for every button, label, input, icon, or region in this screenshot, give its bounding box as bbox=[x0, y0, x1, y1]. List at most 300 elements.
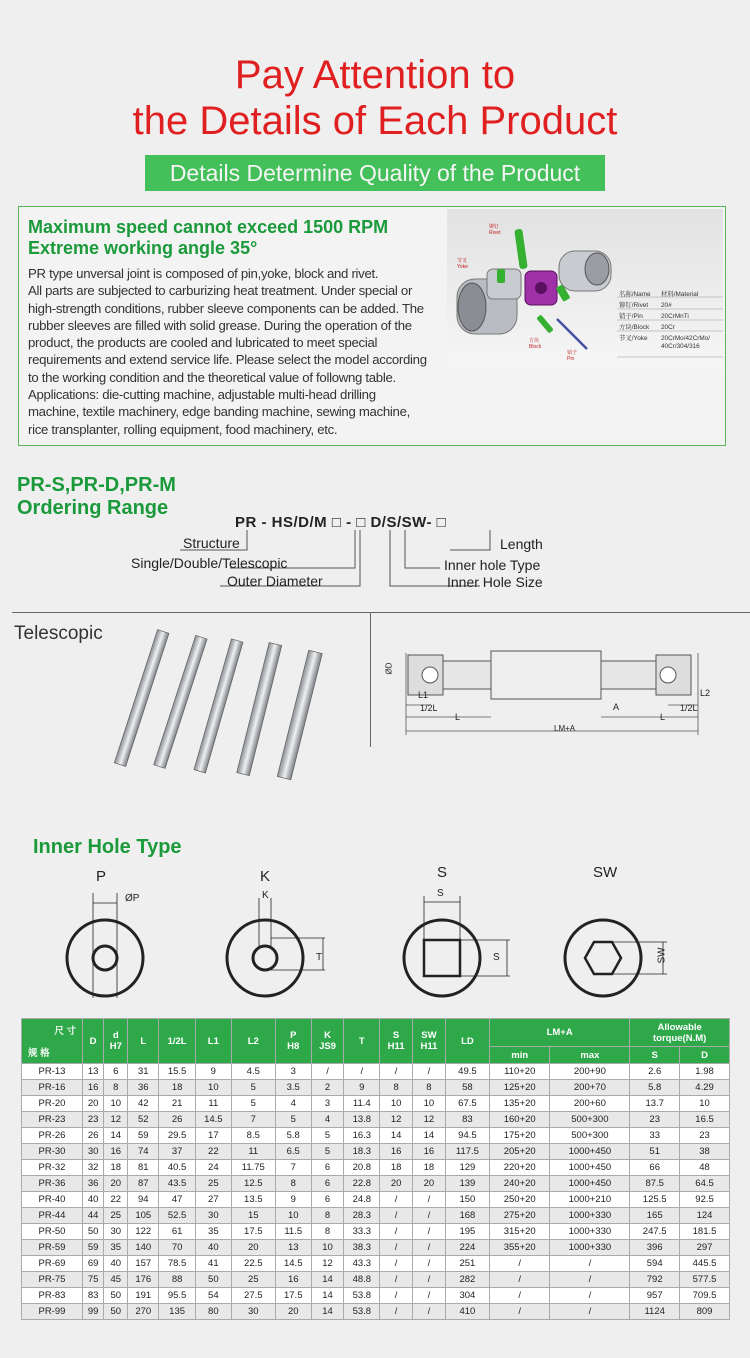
table-cell: 20 bbox=[231, 1240, 275, 1256]
table-cell: 14 bbox=[104, 1128, 128, 1144]
table-cell: 20.8 bbox=[344, 1160, 380, 1176]
table-cell: 20 bbox=[83, 1096, 104, 1112]
table-cell: 58 bbox=[445, 1080, 489, 1096]
table-cell: 12 bbox=[413, 1112, 446, 1128]
table-cell: 16 bbox=[413, 1144, 446, 1160]
col-T: T bbox=[344, 1019, 380, 1064]
table-cell: 50 bbox=[104, 1288, 128, 1304]
table-row bbox=[22, 1272, 730, 1288]
table-cell: 30 bbox=[104, 1224, 128, 1240]
table-cell: 10 bbox=[311, 1240, 344, 1256]
table-cell: 4.29 bbox=[680, 1080, 730, 1096]
table-cell: 12 bbox=[380, 1112, 413, 1128]
table-cell: 50 bbox=[195, 1272, 231, 1288]
table-row bbox=[22, 1176, 730, 1192]
table-cell: 165 bbox=[630, 1208, 680, 1224]
table-cell: 12 bbox=[311, 1256, 344, 1272]
table-cell: 105 bbox=[128, 1208, 159, 1224]
table-cell: 38.3 bbox=[344, 1240, 380, 1256]
table-cell: / bbox=[380, 1272, 413, 1288]
table-row bbox=[22, 1128, 730, 1144]
col-torque: Allowable torque(N.M) bbox=[630, 1019, 730, 1047]
table-cell: 10 bbox=[275, 1208, 311, 1224]
table-cell: 32 bbox=[83, 1160, 104, 1176]
table-cell: 410 bbox=[445, 1304, 489, 1320]
table-cell: 125+20 bbox=[490, 1080, 550, 1096]
label-block: 方块 Block bbox=[529, 338, 542, 350]
table-cell: 20 bbox=[413, 1176, 446, 1192]
table-cell: / bbox=[413, 1208, 446, 1224]
table-row bbox=[22, 1240, 730, 1256]
col-S: S H11 bbox=[380, 1019, 413, 1064]
table-cell: 8 bbox=[311, 1224, 344, 1240]
table-cell: / bbox=[413, 1240, 446, 1256]
table-row bbox=[22, 1304, 730, 1320]
table-cell: 92.5 bbox=[680, 1192, 730, 1208]
table-cell: 140 bbox=[128, 1240, 159, 1256]
intro-line: high-strength conditions, rubber sleeve components can be added. The bbox=[28, 300, 424, 316]
material-header bbox=[619, 289, 723, 300]
table-row bbox=[22, 1064, 730, 1080]
table-cell: 16.3 bbox=[344, 1128, 380, 1144]
table-cell: / bbox=[344, 1064, 380, 1080]
table-cell: / bbox=[490, 1272, 550, 1288]
hole-type-SW-label: SW bbox=[593, 864, 618, 881]
dim-LM-A: LM+A bbox=[554, 724, 576, 733]
table-cell: 205+20 bbox=[490, 1144, 550, 1160]
col-D: D bbox=[83, 1019, 104, 1064]
table-cell: 53.8 bbox=[344, 1288, 380, 1304]
table-cell: 83 bbox=[445, 1112, 489, 1128]
intro-panel bbox=[18, 206, 726, 446]
table-cell: / bbox=[380, 1192, 413, 1208]
table-cell: 282 bbox=[445, 1272, 489, 1288]
table-cell: 355+20 bbox=[490, 1240, 550, 1256]
table-cell: 9 bbox=[275, 1192, 311, 1208]
table-cell: / bbox=[413, 1288, 446, 1304]
table-cell: 44 bbox=[83, 1208, 104, 1224]
dim-L-left: L bbox=[455, 712, 461, 722]
table-cell: 4 bbox=[275, 1096, 311, 1112]
table-header-row bbox=[22, 1019, 730, 1047]
table-cell: 157 bbox=[128, 1256, 159, 1272]
table-cell: 6 bbox=[311, 1192, 344, 1208]
hole-dim-K: K bbox=[262, 890, 269, 901]
table-cell: / bbox=[311, 1064, 344, 1080]
dim-L-right: L bbox=[660, 712, 666, 722]
table-cell: 78.5 bbox=[159, 1256, 196, 1272]
material-h-material: 材料/Material bbox=[661, 291, 699, 298]
table-cell: 1000+450 bbox=[550, 1144, 630, 1160]
model-cell: PR-20 bbox=[22, 1096, 83, 1112]
table-cell: 12.5 bbox=[231, 1176, 275, 1192]
table-cell: 43.5 bbox=[159, 1176, 196, 1192]
table-cell: 11 bbox=[195, 1096, 231, 1112]
table-cell: 52 bbox=[128, 1112, 159, 1128]
table-cell: 5 bbox=[311, 1128, 344, 1144]
material-cell: 节叉/Yoke bbox=[619, 335, 648, 342]
table-cell: 6 bbox=[311, 1176, 344, 1192]
col-half-L: 1/2L bbox=[159, 1019, 196, 1064]
ordering-heading-models: PR-S,PR-D,PR-M bbox=[17, 474, 176, 496]
table-cell: 176 bbox=[128, 1272, 159, 1288]
table-cell: 117.5 bbox=[445, 1144, 489, 1160]
subtitle-banner: Details Determine Quality of the Product bbox=[145, 155, 605, 191]
table-cell: 13 bbox=[275, 1240, 311, 1256]
table-cell: 16 bbox=[275, 1272, 311, 1288]
table-cell: 220+20 bbox=[490, 1160, 550, 1176]
table-cell: 792 bbox=[630, 1272, 680, 1288]
table-cell: 81 bbox=[128, 1160, 159, 1176]
table-cell: 14 bbox=[380, 1128, 413, 1144]
col-LD: LD bbox=[445, 1019, 489, 1064]
table-cell: 297 bbox=[680, 1240, 730, 1256]
table-cell: 22.5 bbox=[231, 1256, 275, 1272]
page-title-line1: Pay Attention to bbox=[234, 53, 516, 97]
table-cell: / bbox=[413, 1256, 446, 1272]
col-L2: L2 bbox=[231, 1019, 275, 1064]
table-cell: 49.5 bbox=[445, 1064, 489, 1080]
table-cell: 4 bbox=[311, 1112, 344, 1128]
inner-hole-heading: Inner Hole Type bbox=[33, 836, 182, 858]
table-cell: 54 bbox=[195, 1288, 231, 1304]
table-cell: 11 bbox=[231, 1144, 275, 1160]
table-cell: 94 bbox=[128, 1192, 159, 1208]
table-cell: / bbox=[413, 1192, 446, 1208]
table-cell: 18 bbox=[380, 1160, 413, 1176]
material-cell: 方块/Block bbox=[619, 324, 650, 331]
table-cell: 22 bbox=[195, 1144, 231, 1160]
table-cell: 27.5 bbox=[231, 1288, 275, 1304]
table-cell: 59 bbox=[83, 1240, 104, 1256]
table-cell: 13.7 bbox=[630, 1096, 680, 1112]
telescopic-label: Telescopic bbox=[14, 623, 103, 644]
table-cell: 30 bbox=[83, 1144, 104, 1160]
table-cell: 224 bbox=[445, 1240, 489, 1256]
ordering-code: PR - HS/D/M □ - □ D/S/SW- □ bbox=[235, 514, 447, 531]
label-inner-hole-size: Inner Hole Size bbox=[447, 574, 543, 590]
model-cell: PR-44 bbox=[22, 1208, 83, 1224]
table-cell: 10 bbox=[380, 1096, 413, 1112]
material-cell: 销子/Pin bbox=[619, 313, 643, 320]
table-cell: 6 bbox=[104, 1064, 128, 1080]
table-cell: 18 bbox=[159, 1080, 196, 1096]
table-cell: 87.5 bbox=[630, 1176, 680, 1192]
table-cell: 30 bbox=[231, 1304, 275, 1320]
table-cell: 59 bbox=[128, 1128, 159, 1144]
table-cell: 16.5 bbox=[680, 1112, 730, 1128]
model-cell: PR-13 bbox=[22, 1064, 83, 1080]
col-SW: SW H11 bbox=[413, 1019, 446, 1064]
table-cell: 1000+330 bbox=[550, 1208, 630, 1224]
material-cell: 20# bbox=[661, 302, 672, 309]
table-cell: 38 bbox=[680, 1144, 730, 1160]
corner-bottom: 规 格 bbox=[28, 1048, 50, 1059]
table-cell: 17 bbox=[195, 1128, 231, 1144]
table-cell: 25 bbox=[104, 1208, 128, 1224]
table-cell: 5 bbox=[275, 1112, 311, 1128]
table-cell: 48 bbox=[680, 1160, 730, 1176]
table-cell: 14 bbox=[311, 1288, 344, 1304]
table-cell: 40 bbox=[195, 1240, 231, 1256]
table-cell: 36 bbox=[83, 1176, 104, 1192]
table-cell: 50 bbox=[104, 1304, 128, 1320]
ordering-heading-range: Ordering Range bbox=[17, 497, 169, 519]
table-cell: / bbox=[490, 1256, 550, 1272]
table-cell: 9 bbox=[195, 1064, 231, 1080]
table-cell: 270 bbox=[128, 1304, 159, 1320]
table-cell: 160+20 bbox=[490, 1112, 550, 1128]
table-cell: 20 bbox=[104, 1176, 128, 1192]
table-cell: 200+60 bbox=[550, 1096, 630, 1112]
table-cell: 33 bbox=[630, 1128, 680, 1144]
table-row bbox=[22, 1080, 730, 1096]
table-cell: 195 bbox=[445, 1224, 489, 1240]
intro-line: requirements and extend service life. Please select the model according bbox=[28, 352, 427, 368]
table-cell: 29.5 bbox=[159, 1128, 196, 1144]
table-cell: 16 bbox=[380, 1144, 413, 1160]
table-cell: 5 bbox=[231, 1096, 275, 1112]
intro-line: rubber sleeves are filled with solid grease. During the operation of the bbox=[28, 317, 412, 333]
table-cell: 50 bbox=[83, 1224, 104, 1240]
spec-table bbox=[21, 1018, 730, 1320]
model-cell: PR-23 bbox=[22, 1112, 83, 1128]
dim-half-L-right: 1/2L bbox=[680, 703, 698, 713]
intro-heading-angle: Extreme working angle 35° bbox=[28, 238, 258, 258]
table-cell: 94.5 bbox=[445, 1128, 489, 1144]
table-cell: 251 bbox=[445, 1256, 489, 1272]
label-type: Single/Double/Telescopic bbox=[131, 555, 288, 571]
table-cell: 10 bbox=[680, 1096, 730, 1112]
col-LM-A: LM+A bbox=[490, 1019, 630, 1047]
table-cell: 17.5 bbox=[231, 1224, 275, 1240]
table-cell: / bbox=[380, 1288, 413, 1304]
material-cell: 铆钉/Rivet bbox=[619, 302, 649, 309]
material-table bbox=[619, 289, 723, 351]
intro-line: rice transplanter, rolling equipment, food machinery, etc. bbox=[28, 421, 338, 437]
table-cell: 52.5 bbox=[159, 1208, 196, 1224]
table-cell: 1000+450 bbox=[550, 1160, 630, 1176]
table-cell: 8 bbox=[311, 1208, 344, 1224]
intro-line: to the working condition and the theoretical value of followng table. bbox=[28, 369, 396, 385]
table-cell: 43.3 bbox=[344, 1256, 380, 1272]
table-cell: 24.8 bbox=[344, 1192, 380, 1208]
table-cell: / bbox=[413, 1272, 446, 1288]
table-cell: 40.5 bbox=[159, 1160, 196, 1176]
table-cell: 500+300 bbox=[550, 1128, 630, 1144]
table-cell: 95.5 bbox=[159, 1288, 196, 1304]
label-inner-hole-type: Inner hole Type bbox=[444, 557, 541, 573]
table-cell: 315+20 bbox=[490, 1224, 550, 1240]
table-cell: 23 bbox=[680, 1128, 730, 1144]
table-cell: 2.6 bbox=[630, 1064, 680, 1080]
table-cell: 15 bbox=[231, 1208, 275, 1224]
model-cell: PR-26 bbox=[22, 1128, 83, 1144]
table-cell: 5.8 bbox=[630, 1080, 680, 1096]
table-cell: 12 bbox=[104, 1112, 128, 1128]
telescopic-dimension-drawing bbox=[378, 625, 728, 745]
table-row bbox=[22, 1144, 730, 1160]
table-row bbox=[22, 1096, 730, 1112]
table-cell: 67.5 bbox=[445, 1096, 489, 1112]
table-cell: 69 bbox=[83, 1256, 104, 1272]
intro-line: machine, textile machinery, edge banding machine, sewing machine, bbox=[28, 404, 410, 420]
model-cell: PR-40 bbox=[22, 1192, 83, 1208]
table-row bbox=[22, 1288, 730, 1304]
table-cell: 51 bbox=[630, 1144, 680, 1160]
table-cell: 181.5 bbox=[680, 1224, 730, 1240]
table-cell: 27 bbox=[195, 1192, 231, 1208]
label-outer-diameter: Outer Diameter bbox=[227, 573, 323, 589]
model-cell: PR-99 bbox=[22, 1304, 83, 1320]
table-cell: 709.5 bbox=[680, 1288, 730, 1304]
table-cell: 11.75 bbox=[231, 1160, 275, 1176]
hole-type-S-label: S bbox=[437, 864, 448, 881]
table-cell: 37 bbox=[159, 1144, 196, 1160]
table-cell: 28.3 bbox=[344, 1208, 380, 1224]
table-cell: 24 bbox=[195, 1160, 231, 1176]
table-cell: 396 bbox=[630, 1240, 680, 1256]
table-cell: 74 bbox=[128, 1144, 159, 1160]
table-cell: / bbox=[380, 1256, 413, 1272]
label-length: Length bbox=[500, 536, 543, 552]
table-cell: 80 bbox=[195, 1304, 231, 1320]
hole-type-K-label: K bbox=[260, 868, 271, 885]
table-cell: 1000+330 bbox=[550, 1224, 630, 1240]
label-structure: Structure bbox=[183, 535, 240, 551]
table-cell: 26 bbox=[83, 1128, 104, 1144]
table-cell: 6.5 bbox=[275, 1144, 311, 1160]
table-cell: 3 bbox=[311, 1096, 344, 1112]
table-cell: 14 bbox=[311, 1272, 344, 1288]
table-cell: 250+20 bbox=[490, 1192, 550, 1208]
table-cell: 129 bbox=[445, 1160, 489, 1176]
material-row bbox=[619, 311, 723, 322]
table-cell: 99 bbox=[83, 1304, 104, 1320]
table-cell: 124 bbox=[680, 1208, 730, 1224]
table-cell: 135+20 bbox=[490, 1096, 550, 1112]
table-cell: 445.5 bbox=[680, 1256, 730, 1272]
table-cell: 15.5 bbox=[159, 1064, 196, 1080]
table-cell: 25 bbox=[231, 1272, 275, 1288]
inner-hole-diagrams bbox=[55, 888, 695, 1013]
hole-dim-S-top: S bbox=[437, 888, 444, 899]
model-cell: PR-50 bbox=[22, 1224, 83, 1240]
table-cell: 5.8 bbox=[275, 1128, 311, 1144]
table-cell: / bbox=[380, 1208, 413, 1224]
table-cell: 8 bbox=[275, 1176, 311, 1192]
table-cell: / bbox=[413, 1064, 446, 1080]
table-cell: 16 bbox=[83, 1080, 104, 1096]
label-yoke: 节叉 Yoke bbox=[457, 258, 468, 270]
table-cell: 17.5 bbox=[275, 1288, 311, 1304]
material-row bbox=[619, 333, 723, 351]
table-cell: 40 bbox=[83, 1192, 104, 1208]
table-row bbox=[22, 1192, 730, 1208]
hole-dim-SW: SW bbox=[656, 947, 668, 964]
table-cell: 75 bbox=[83, 1272, 104, 1288]
table-cell: 1124 bbox=[630, 1304, 680, 1320]
table-cell: 8.5 bbox=[231, 1128, 275, 1144]
dim-half-L-left: 1/2L bbox=[420, 703, 438, 713]
table-cell: 150 bbox=[445, 1192, 489, 1208]
table-cell: 14 bbox=[311, 1304, 344, 1320]
table-row bbox=[22, 1208, 730, 1224]
table-cell: 33.3 bbox=[344, 1224, 380, 1240]
hole-dim-S-side: S bbox=[493, 952, 500, 963]
table-cell: 275+20 bbox=[490, 1208, 550, 1224]
table-cell: 13 bbox=[83, 1064, 104, 1080]
table-cell: 135 bbox=[159, 1304, 196, 1320]
col-K: K JS9 bbox=[311, 1019, 344, 1064]
col-max: max bbox=[550, 1047, 630, 1064]
table-cell: 139 bbox=[445, 1176, 489, 1192]
table-cell: / bbox=[490, 1288, 550, 1304]
table-cell: 13.8 bbox=[344, 1112, 380, 1128]
table-cell: 8 bbox=[104, 1080, 128, 1096]
table-cell: 200+90 bbox=[550, 1064, 630, 1080]
intro-line: Applications: die-cutting machine, adjustable multi-head drilling bbox=[28, 387, 376, 403]
intro-line: product, the products are cooled and lubricated to meet special bbox=[28, 335, 378, 351]
table-cell: / bbox=[380, 1304, 413, 1320]
table-cell: 16 bbox=[104, 1144, 128, 1160]
material-cell: 20Cr bbox=[661, 324, 675, 331]
exploded-diagram bbox=[447, 209, 723, 369]
table-cell: 3.5 bbox=[275, 1080, 311, 1096]
table-cell: 48.8 bbox=[344, 1272, 380, 1288]
table-cell: 5 bbox=[231, 1080, 275, 1096]
table-cell: 18 bbox=[413, 1160, 446, 1176]
table-cell: 1000+210 bbox=[550, 1192, 630, 1208]
table-cell: 18.3 bbox=[344, 1144, 380, 1160]
table-cell: 25 bbox=[195, 1176, 231, 1192]
table-cell: 18 bbox=[104, 1160, 128, 1176]
page-title-line2: the Details of Each Product bbox=[132, 99, 618, 143]
table-cell: 20 bbox=[275, 1304, 311, 1320]
table-cell: 64.5 bbox=[680, 1176, 730, 1192]
table-cell: 30 bbox=[195, 1208, 231, 1224]
table-cell: 70 bbox=[159, 1240, 196, 1256]
col-L1: L1 bbox=[195, 1019, 231, 1064]
table-cell: / bbox=[380, 1064, 413, 1080]
table-cell: 11.5 bbox=[275, 1224, 311, 1240]
corner-top: 尺 寸 bbox=[54, 1026, 76, 1037]
table-cell: / bbox=[550, 1288, 630, 1304]
table-cell: 36 bbox=[128, 1080, 159, 1096]
table-cell: 35 bbox=[104, 1240, 128, 1256]
table-cell: 23 bbox=[83, 1112, 104, 1128]
table-cell: 1.98 bbox=[680, 1064, 730, 1080]
label-rivet: 铆钉 Rivet bbox=[489, 224, 501, 236]
col-P: P H8 bbox=[275, 1019, 311, 1064]
table-cell: 13.5 bbox=[231, 1192, 275, 1208]
table-cell: 41 bbox=[195, 1256, 231, 1272]
table-cell: 20 bbox=[380, 1176, 413, 1192]
table-cell: 8 bbox=[413, 1080, 446, 1096]
table-cell: 594 bbox=[630, 1256, 680, 1272]
table-cell: 8 bbox=[380, 1080, 413, 1096]
table-cell: 168 bbox=[445, 1208, 489, 1224]
table-cell: 40 bbox=[104, 1256, 128, 1272]
table-cell: 87 bbox=[128, 1176, 159, 1192]
table-cell: 83 bbox=[83, 1288, 104, 1304]
table-cell: 200+70 bbox=[550, 1080, 630, 1096]
table-cell: 957 bbox=[630, 1288, 680, 1304]
table-cell: 21 bbox=[159, 1096, 196, 1112]
table-cell: 10 bbox=[413, 1096, 446, 1112]
table-cell: / bbox=[413, 1224, 446, 1240]
table-cell: 42 bbox=[128, 1096, 159, 1112]
